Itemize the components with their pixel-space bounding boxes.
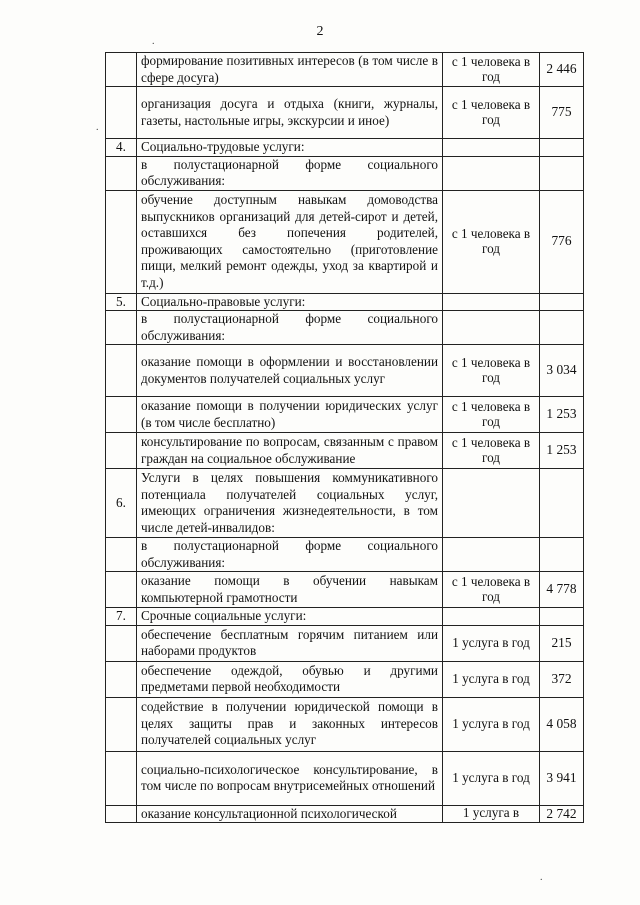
service-tariff: 775: [540, 87, 584, 139]
service-description: оказание консультационной психологической: [137, 805, 443, 823]
service-tariff: [540, 311, 584, 345]
service-unit: 1 услуга в год: [443, 625, 540, 661]
row-number: [106, 538, 137, 572]
row-number: [106, 805, 137, 823]
service-unit: [443, 608, 540, 626]
table-row: [106, 190, 584, 293]
row-number: [106, 53, 137, 87]
table-row: [106, 53, 584, 87]
service-tariff: [540, 139, 584, 157]
row-number: [106, 397, 137, 433]
table-row: [106, 87, 584, 139]
row-number: [106, 156, 137, 190]
row-number: [106, 751, 137, 805]
service-description: организация досуга и отдыха (книги, журналы, газеты, настольные игры, экскурсии и иное): [137, 87, 443, 139]
service-description: оказание помощи в обучении навыкам компьютерной грамотности: [137, 572, 443, 608]
table-row: [106, 751, 584, 805]
table-row: [106, 572, 584, 608]
service-tariff: 3 034: [540, 345, 584, 397]
service-unit: 1 услуга в: [443, 805, 540, 823]
section-row: [106, 608, 584, 626]
table-row: [106, 805, 584, 823]
table-row: [106, 345, 584, 397]
scan-speck: .: [152, 36, 155, 47]
table-row: [106, 661, 584, 697]
section-row: [106, 469, 584, 538]
service-description: обеспечение бесплатным горячим питанием или наборами продуктов: [137, 625, 443, 661]
service-unit: с 1 человека в год: [443, 572, 540, 608]
page-number: 2: [316, 24, 324, 39]
section-number: 6.: [106, 469, 137, 538]
subsection-row: [106, 311, 584, 345]
service-unit: 1 услуга в год: [443, 751, 540, 805]
service-tariff: 4 058: [540, 697, 584, 751]
service-description: обеспечение одеждой, обувью и другими предметами первой необходимости: [137, 661, 443, 697]
service-unit: с 1 человека в год: [443, 87, 540, 139]
subsection-title: в полустационарной форме социального обслуживания:: [137, 156, 443, 190]
row-number: [106, 345, 137, 397]
table-row: [106, 625, 584, 661]
service-unit: с 1 человека в год: [443, 53, 540, 87]
subsection-title: в полустационарной форме социального обслуживания:: [137, 311, 443, 345]
service-unit: 1 услуга в год: [443, 697, 540, 751]
service-tariff: [540, 293, 584, 311]
row-number: [106, 625, 137, 661]
scan-speck: .: [96, 122, 99, 133]
row-number: [106, 697, 137, 751]
section-title: Услуги в целях повышения коммуникативного потенциала получателей социальных услуг, имеющих ограничения жизнедеятельности, в том числе детей-инвалидов:: [137, 469, 443, 538]
service-description: консультирование по вопросам, связанным с правом граждан на социальное обслуживание: [137, 433, 443, 469]
section-row: [106, 139, 584, 157]
row-number: [106, 572, 137, 608]
service-tariff: 3 941: [540, 751, 584, 805]
section-title: Социально-трудовые услуги:: [137, 139, 443, 157]
service-unit: с 1 человека в год: [443, 190, 540, 293]
services-table: [105, 52, 584, 823]
row-number: [106, 311, 137, 345]
service-tariff: 776: [540, 190, 584, 293]
row-number: [106, 87, 137, 139]
service-description: социально-психологическое консультирование, в том числе по вопросам внутрисемейных отношений: [137, 751, 443, 805]
service-description: формирование позитивных интересов (в том числе в сфере досуга): [137, 53, 443, 87]
table-row: [106, 433, 584, 469]
service-unit: [443, 538, 540, 572]
section-number: 7.: [106, 608, 137, 626]
subsection-row: [106, 156, 584, 190]
service-tariff: [540, 538, 584, 572]
service-unit: [443, 139, 540, 157]
service-description: обучение доступным навыкам домоводства выпускников организаций для детей-сирот и детей, оставшихся без попечения родителей, проживающих самостоятельно (приготовление пищи, мелкий ремонт одежды, уход за квартирой и т.д.): [137, 190, 443, 293]
service-unit: [443, 469, 540, 538]
table-row: [106, 397, 584, 433]
section-number: 4.: [106, 139, 137, 157]
service-tariff: 372: [540, 661, 584, 697]
row-number: [106, 661, 137, 697]
service-tariff: 4 778: [540, 572, 584, 608]
service-description: оказание помощи в оформлении и восстановлении документов получателей социальных услуг: [137, 345, 443, 397]
row-number: [106, 190, 137, 293]
section-row: [106, 293, 584, 311]
service-tariff: 1 253: [540, 397, 584, 433]
row-number: [106, 433, 137, 469]
scan-speck: .: [540, 872, 543, 883]
service-unit: с 1 человека в год: [443, 345, 540, 397]
service-unit: с 1 человека в год: [443, 397, 540, 433]
service-tariff: 2 742: [540, 805, 584, 823]
section-title: Социально-правовые услуги:: [137, 293, 443, 311]
service-tariff: 2 446: [540, 53, 584, 87]
service-tariff: 1 253: [540, 433, 584, 469]
service-tariff: [540, 156, 584, 190]
service-unit: [443, 293, 540, 311]
service-tariff: [540, 608, 584, 626]
subsection-title: в полустационарной форме социального обслуживания:: [137, 538, 443, 572]
section-number: 5.: [106, 293, 137, 311]
subsection-row: [106, 538, 584, 572]
service-unit: [443, 156, 540, 190]
service-tariff: [540, 469, 584, 538]
section-title: Срочные социальные услуги:: [137, 608, 443, 626]
table-row: [106, 697, 584, 751]
service-description: содействие в получении юридической помощи в целях защиты прав и законных интересов получателей социальных услуг: [137, 697, 443, 751]
service-unit: [443, 311, 540, 345]
service-tariff: 215: [540, 625, 584, 661]
service-unit: 1 услуга в год: [443, 661, 540, 697]
service-description: оказание помощи в получении юридических услуг (в том числе бесплатно): [137, 397, 443, 433]
service-unit: с 1 человека в год: [443, 433, 540, 469]
